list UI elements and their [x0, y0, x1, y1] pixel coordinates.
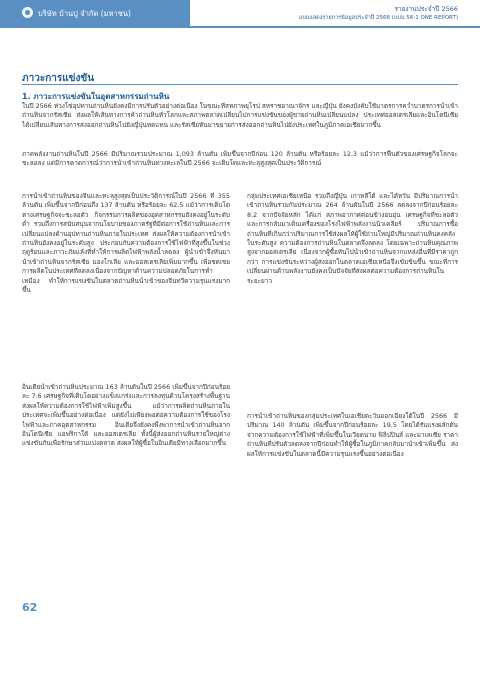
body-paragraph: การนำเข้าถ่านหินของจีนและทะลุสูงสุดเป็นประวัติการณ์ในปี 2566 ที่ 355 ล้านตัน เพิ่มขึ้นจากปีก่อนถึง 137 ล้านตัน หรือร้อยละ 62.5 แม้ว่าการเติบโตทางเศรษฐกิจจะชะลอตัว กิจกรรมการผลิตของอุตสาหกรรมยังคงอยู่ในระดับต่ำ รวมถึงการสนับสนุนจากนโยบายของภาครัฐที่มีต่อการใช้ถ่านหินและการเปลี่ยนแปลงด้านอุปทานถ่านหินภายในประเทศ ส่งผลให้ความต้องการนำเข้าถ่านหินยังคงอยู่ในระดับสูง ประกอบกับความต้องการใช้ไฟฟ้าที่สูงขึ้นในช่วงฤดูร้อนและภาวะภัยแล้งที่ทำให้การผลิตไฟฟ้าพลังน้ำลดลง ผู้นำเข้าจึงหันมานำเข้าถ่านหินจากรัสเซีย มองโกเลีย และออสเตรเลียเพิ่มมากขึ้น เพื่อชดเชยการผลิตในประเทศที่ลดลงเนื่องจากปัญหาด้านความปลอดภัยในการทำเหมือง ทำให้การแข่งขันในตลาดถ่านหินนำเข้าของจีนทวีความรุนแรงมากขึ้น [22, 192, 230, 295]
page-header [0, 0, 480, 28]
company-name: บริษัท บ้านปู จำกัด (มหาชน) [38, 9, 131, 18]
company-logo-icon [22, 7, 33, 18]
header-band [0, 0, 190, 26]
section-title: ภาวะการแข่งขัน [22, 73, 95, 84]
report-title: รายงานประจำปี 2566 [394, 5, 458, 13]
header-rule [0, 26, 480, 28]
body-paragraph: กลุ่มประเทศเอเชียเหนือ รวมถึงญี่ปุ่น เกาหลีใต้ และไต้หวัน มีปริมาณการนำเข้าถ่านหินรวมกันประมาณ 264 ล้านตันในปี 2566 ลดลงจากปีก่อนร้อยละ 8.2 จากปัจจัยหลัก ได้แก่ สภาพอากาศค่อนข้างอบอุ่น เศรษฐกิจที่ชะลอตัว และการกลับมาเดินเครื่องของโรงไฟฟ้าพลังงานนิวเคลียร์ ปริมาณการซื้อถ่านหินที่เกินกว่าปริมาณการใช้ส่งผลให้ผู้ใช้ถ่านใหญ่มีปริมาณถ่านหินคงคลังในระดับสูง ความต้องการถ่านหินในตลาดจึงลดลง โดยเฉพาะถ่านหินคุณภาพสูงจากออสเตรเลีย เนื่องจากผู้ซื้อหันไปนำเข้าถ่านหินจากแหล่งอื่นที่มีราคาถูกกว่า การแข่งขันระหว่างผู้ส่งออกในตลาดเอเชียเหนือจึงเข้มข้นขึ้น ขณะที่การเปลี่ยนผ่านด้านพลังงานยังคงเป็นปัจจัยที่ส่งผลต่อความต้องการถ่านหินในระยะยาว [247, 192, 458, 285]
subsection-title: 1. ภาวะการแข่งขันในอุตสาหกรรมถ่านหิน [22, 92, 170, 101]
header-report-area [190, 0, 480, 26]
body-paragraph: อินเดียนำเข้าถ่านหินประมาณ 163 ล้านตันในปี 2566 เพิ่มขึ้นจากปีก่อนร้อยละ 7.6 เศรษฐกิจที่เติบโตอย่างแข็งแกร่งและการลงทุนด้านโครงสร้างพื้นฐานส่งผลให้ความต้องการใช้ไฟฟ้าเพิ่มสูงขึ้น แม้ว่าการผลิตถ่านหินภายในประเทศจะเพิ่มขึ้นอย่างต่อเนื่อง แต่ยังไม่เพียงพอต่อความต้องการใช้ของโรงไฟฟ้าและภาคอุตสาหกรรม อินเดียจึงยังคงพึ่งพาการนำเข้าถ่านหินจากอินโดนีเซีย แอฟริกาใต้ และออสเตรเลีย ทั้งนี้ผู้ส่งออกถ่านหินรายใหญ่ต่างแข่งขันกันเพื่อรักษาส่วนแบ่งตลาด ส่งผลให้ผู้ซื้อในอินเดียมีทางเลือกมากขึ้น [22, 383, 230, 448]
report-subtitle: แบบแสดงรายการข้อมูลประจำปี 2566 (แบบ 56-1 ONE REPORT) [298, 15, 458, 21]
page-number: 62 [22, 601, 38, 614]
intro-paragraph: ในปี 2566 ห่วงโซ่อุปทานถ่านหินยังคงมีการปรับตัวอย่างต่อเนื่อง ในขณะที่สหภาพยุโรป สหราชอาณาจักร และญี่ปุ่น ยังคงบังคับใช้มาตรการคว่ำบาตรการนำเข้าถ่านหินจากรัสเซีย ส่งผลให้เส้นทางการค้าถ่านหินทั่วโลกและสภาพตลาดเปลี่ยนไปการแข่งขันของผู้ขายถ่านหินเปลี่ยนแปลง ประเทศออสเตรเลียและอินโดนีเซียได้เปลี่ยนเส้นทางการส่งออกถ่านหินไปยังญี่ปุ่นทดแทน และรัสเซียหันมาขยายการส่งออกถ่านหินไปยังประเทศในภูมิภาคเอเชียมากขึ้น [22, 102, 458, 129]
intro-paragraph: ภาคพลังงานถ่านหินในปี 2566 มีปริมาณรวมประมาณ 1,093 ล้านตัน เพิ่มขึ้นจากปีก่อน 120 ล้านตัน หรือร้อยละ 12.3 แม้ว่าการฟื้นตัวของเศรษฐกิจโลกจะชะลอลง แต่มีการคาดการณ์ว่าการนำเข้าถ่านหินทางทะเลในปี 2566 จะเติบโตและทะลุสูงสุดเป็นประวัติการณ์ [22, 150, 458, 168]
body-paragraph: การนำเข้าถ่านหินของกลุ่มประเทศในเอเชียตะวันออกเฉียงใต้ในปี 2566 มีปริมาณ 140 ล้านตัน เพิ่มขึ้นจากปีก่อนร้อยละ 19.5 โดยได้รับแรงผลักดันจากความต้องการใช้ไฟฟ้าที่เพิ่มขึ้นในเวียดนาม ฟิลิปปินส์ และมาเลเซีย ราคาถ่านหินที่ปรับตัวลดลงจากปีก่อนทำให้ผู้ซื้อในภูมิภาคกลับมานำเข้าเพิ่มขึ้น ส่งผลให้การแข่งขันในตลาดนี้มีความรุนแรงขึ้นอย่างต่อเนื่อง [247, 412, 458, 458]
section-divider [22, 84, 458, 85]
